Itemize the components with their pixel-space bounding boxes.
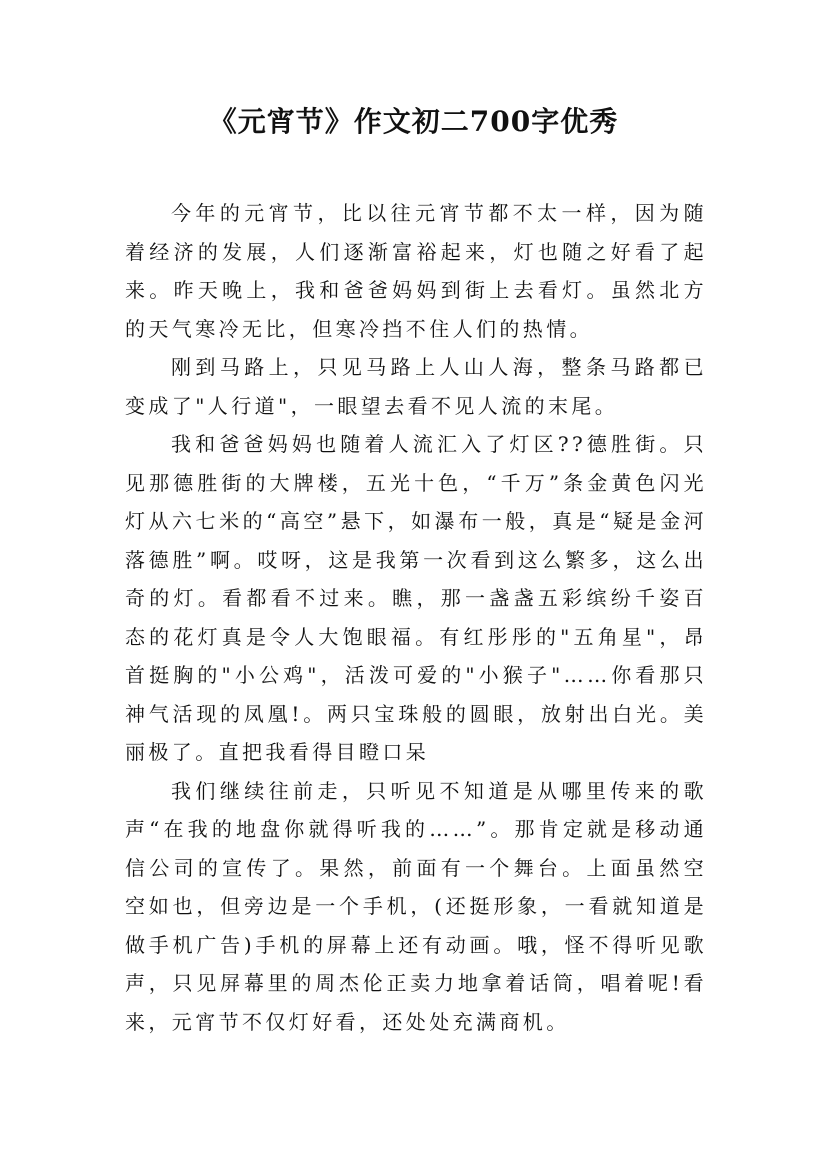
document-title: 《元宵节》作文初二700字优秀 — [208, 105, 619, 138]
paragraph: 我们继续往前走，只听见不知道是从哪里传来的歌声“在我的地盘你就得听我的……”。那肯定就是移动通信公司的宣传了。果然，前面有一个舞台。上面虽然空空如也，但旁边是一个手机，(还挺形象，一看就知道是做手机广告)手机的屏幕上还有动画。哦，怪不得听见歌声，只见屏幕里的周杰伦正卖力地拿着话筒，唱着呢!看来，元宵节不仅灯好看，还处处充满商机。 — [125, 778, 707, 1034]
document-body — [125, 194, 707, 1041]
paragraph: 今年的元宵节，比以往元宵节都不太一样，因为随着经济的发展，人们逐渐富裕起来，灯也随之好看了起来。昨天晚上，我和爸爸妈妈到街上去看灯。虽然北方的天气寒冷无比，但寒冷挡不住人们的热情。 — [125, 201, 707, 341]
paragraph: 我和爸爸妈妈也随着人流汇入了灯区??德胜街。只见那德胜街的大牌楼，五光十色，“千万”条金黄色闪光灯从六七米的“高空”悬下，如瀑布一般，真是“疑是金河落德胜”啊。哎呀，这是我第一次看到这么繁多，这么出奇的灯。看都看不过来。瞧，那一盏盏五彩缤纷千姿百态的花灯真是令人大饱眼福。有红彤彤的"五角星"，昂首挺胸的"小公鸡"，活泼可爱的"小猴子"……你看那只神气活现的凤凰!。两只宝珠般的圆眼，放射出白光。美丽极了。直把我看得目瞪口呆 — [125, 432, 707, 764]
paragraph: 刚到马路上，只见马路上人山人海，整条马路都已变成了"人行道"，一眼望去看不见人流的末尾。 — [125, 355, 707, 418]
